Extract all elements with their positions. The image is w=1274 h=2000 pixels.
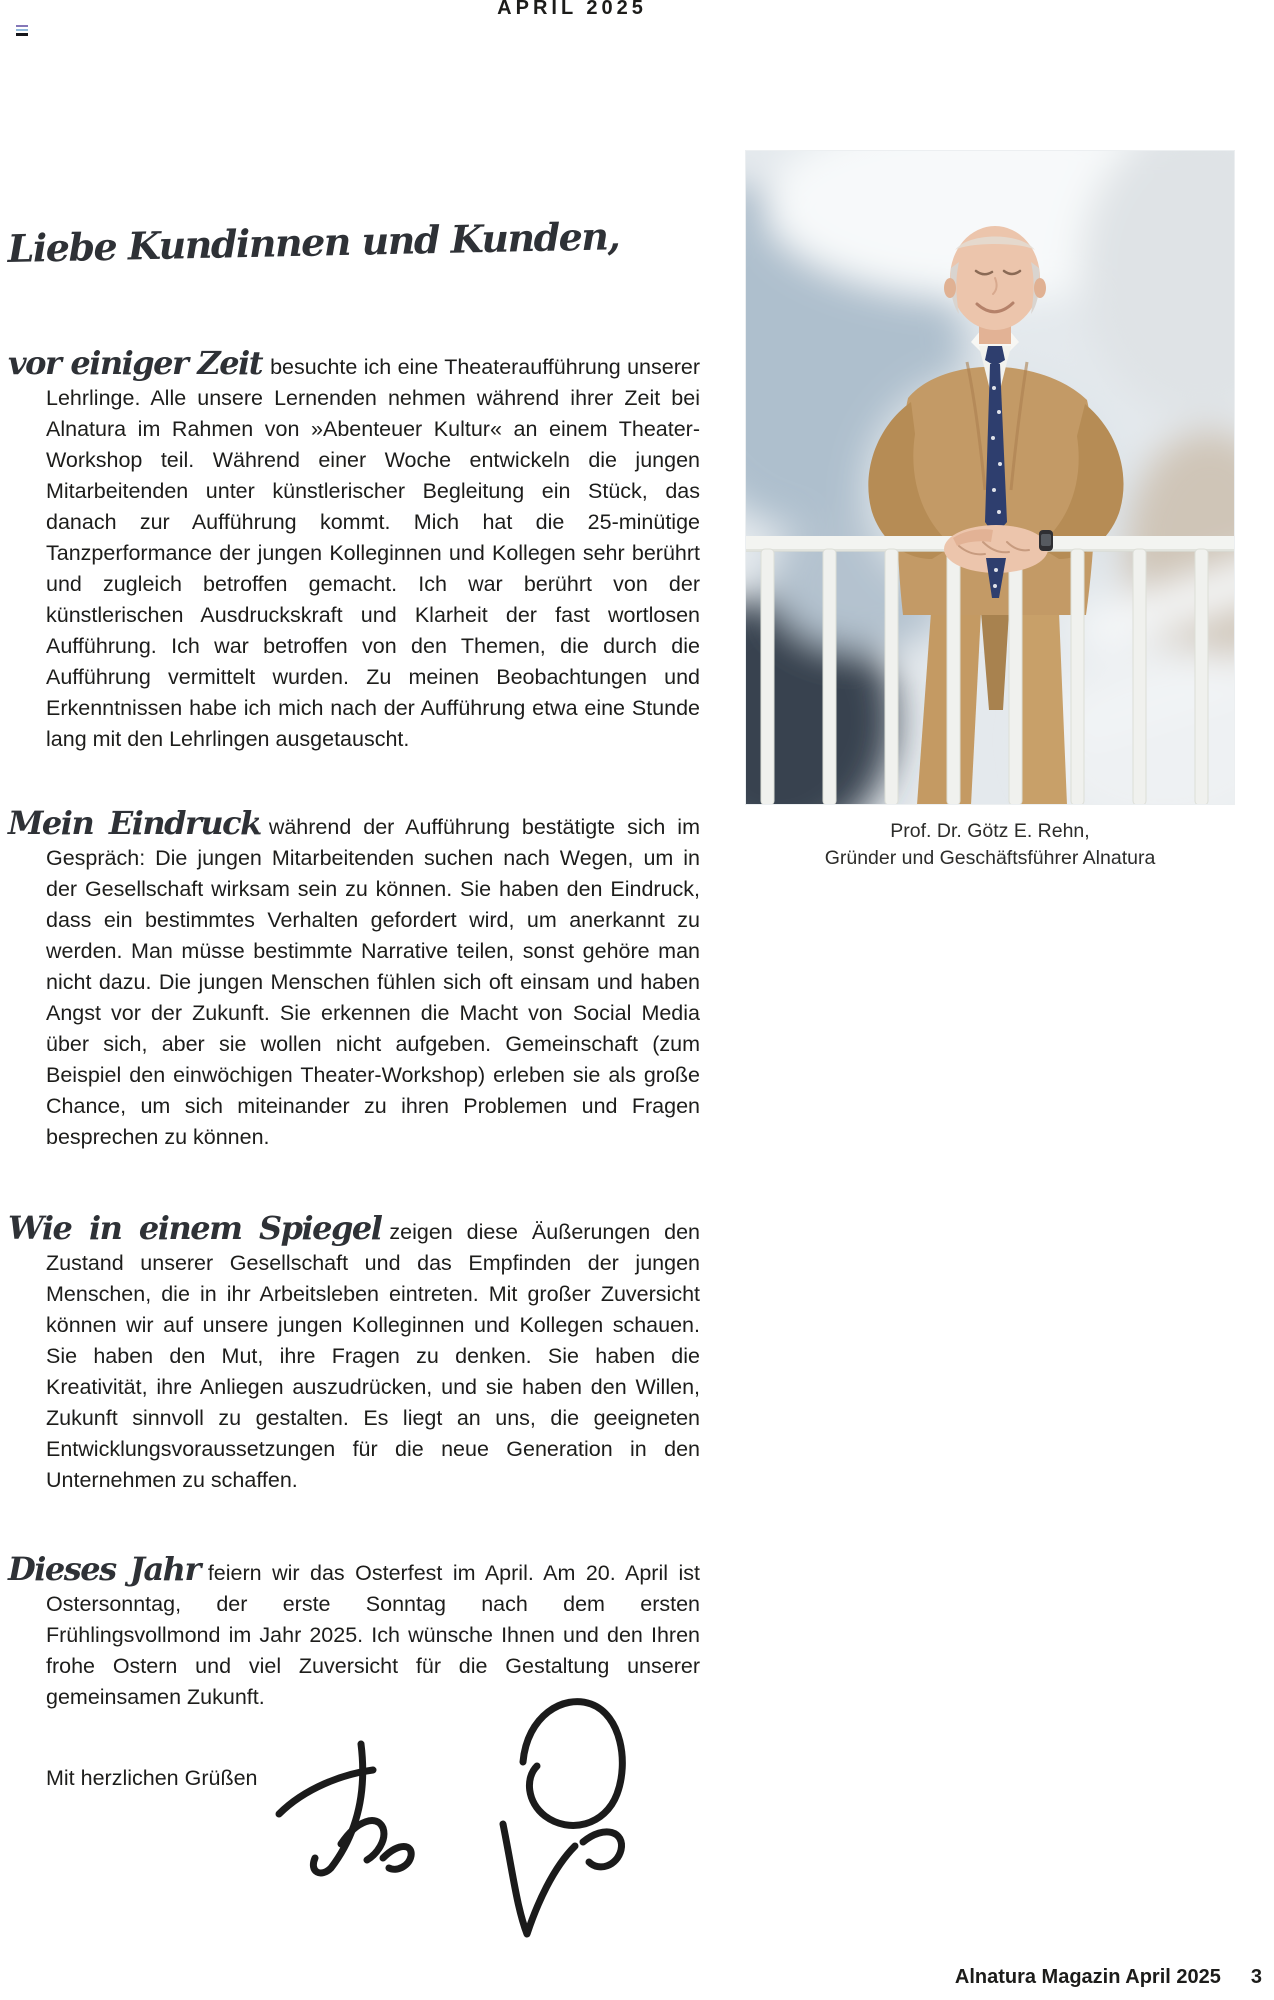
closing-salutation: Mit herzlichen Grüßen bbox=[46, 1766, 258, 1790]
paragraph-text: während der Aufführung bestätigte sich im Gespräch: Die jungen Mitarbeitenden suchen nach Wegen, um in der Gesellschaft wirksam sein zu können. Sie haben den Eindruck, dass ein bestimmtes Verhalten gefordert wird, um anerkannt zu werden. Man müsse bestimmte Narrative teilen, sonst gehöre man nicht dazu. Die jungen Menschen fühlen sich oft einsam und haben Angst vor der Zukunft. Sie erkennen die Macht von Social Media über sich, aber sie wollen nicht aufgeben. Gemeinschaft (zum Beispiel den einwöchigen Theater-Workshop) erleben sie als große Chance, um sich miteinander zu ihren Problemen und Fragen besprechen zu können. bbox=[46, 815, 700, 1149]
portrait-photo bbox=[745, 150, 1235, 805]
paragraph-lead-script: Mein Eindruck bbox=[8, 804, 261, 842]
caption-role: Gründer und Geschäftsführer Alnatura bbox=[824, 847, 1156, 869]
footer-page-number: 3 bbox=[1250, 1966, 1262, 1988]
paragraph-lead-script: vor einiger Zeit bbox=[8, 344, 263, 382]
paragraph-lead-script: Wie in einem Spiegel bbox=[8, 1209, 382, 1247]
paragraph-lead-script: Dieses Jahr bbox=[8, 1550, 200, 1588]
signature-goetz-rehn bbox=[265, 1682, 635, 1967]
caption-name: Prof. Dr. Götz E. Rehn, bbox=[890, 820, 1090, 842]
portrait-illustration bbox=[745, 150, 1235, 805]
editorial-paragraph-2 bbox=[8, 804, 700, 1153]
editorial-paragraph-3 bbox=[8, 1209, 700, 1496]
paragraph-text: besuchte ich eine Theateraufführung unserer Lehrlinge. Alle unsere Lernenden nehmen während ihrer Zeit bei Alnatura im Rahmen von »Abenteuer Kultur« an einem Theater-Workshop teil. Während einer Woche entwickeln die jungen Mitarbeitenden unter künstlerischer Begleitung ein Stück, das danach zur Aufführung kommt. Mich hat die 25-minütige Tanzperformance der jungen Kolleginnen und Kollegen sehr berührt und zugleich betroffen gemacht. Ich war berührt von der künstlerischen Ausdruckskraft und Klarheit der fast wortlosen Aufführung. Ich war betroffen von den Themen, die durch die Aufführung vermittelt wurden. Zu meinen Beobachtungen und Erkenntnissen habe ich mich nach der Aufführung etwa eine Stunde lang mit den Lehrlingen ausgetauscht. bbox=[46, 355, 701, 751]
paragraph-text: zeigen diese Äußerungen den Zustand unserer Gesellschaft und das Empfinden der jungen Menschen, die in ihr Arbeitsleben eintreten. Mit großer Zuversicht können wir auf unsere jungen Kolleginnen und Kollegen schauen. Sie haben den Mut, ihre Fragen zu denken. Sie haben die Kreativität, ihre Anliegen auszudrücken, und sie haben den Willen, Zukunft sinnvoll zu gestalten. Es liegt an uns, die geeigneten Entwicklungsvoraussetzungen für die neue Generation in den Unternehmen zu schaffen. bbox=[46, 1220, 700, 1492]
editorial-paragraph-1 bbox=[8, 344, 701, 755]
page-kicker: APRIL 2025 bbox=[497, 0, 647, 19]
footer-magazine-title: Alnatura Magazin April 2025 bbox=[954, 1966, 1221, 1988]
color-stripes-icon bbox=[16, 25, 28, 36]
greeting-headline: Liebe Kundinnen und Kunden, bbox=[7, 213, 620, 271]
paragraph-text: feiern wir das Osterfest im April. Am 20. April ist Ostersonntag, der erste Sonntag nach dem ersten Frühlingsvollmond im Jahr 2025. Ich wünsche Ihnen und den Ihren frohe Ostern und viel Zuversicht für die Gestaltung unserer gemeinsamen Zukunft. bbox=[46, 1561, 701, 1709]
page-footer bbox=[955, 1966, 1262, 1989]
photo-caption bbox=[745, 818, 1235, 872]
